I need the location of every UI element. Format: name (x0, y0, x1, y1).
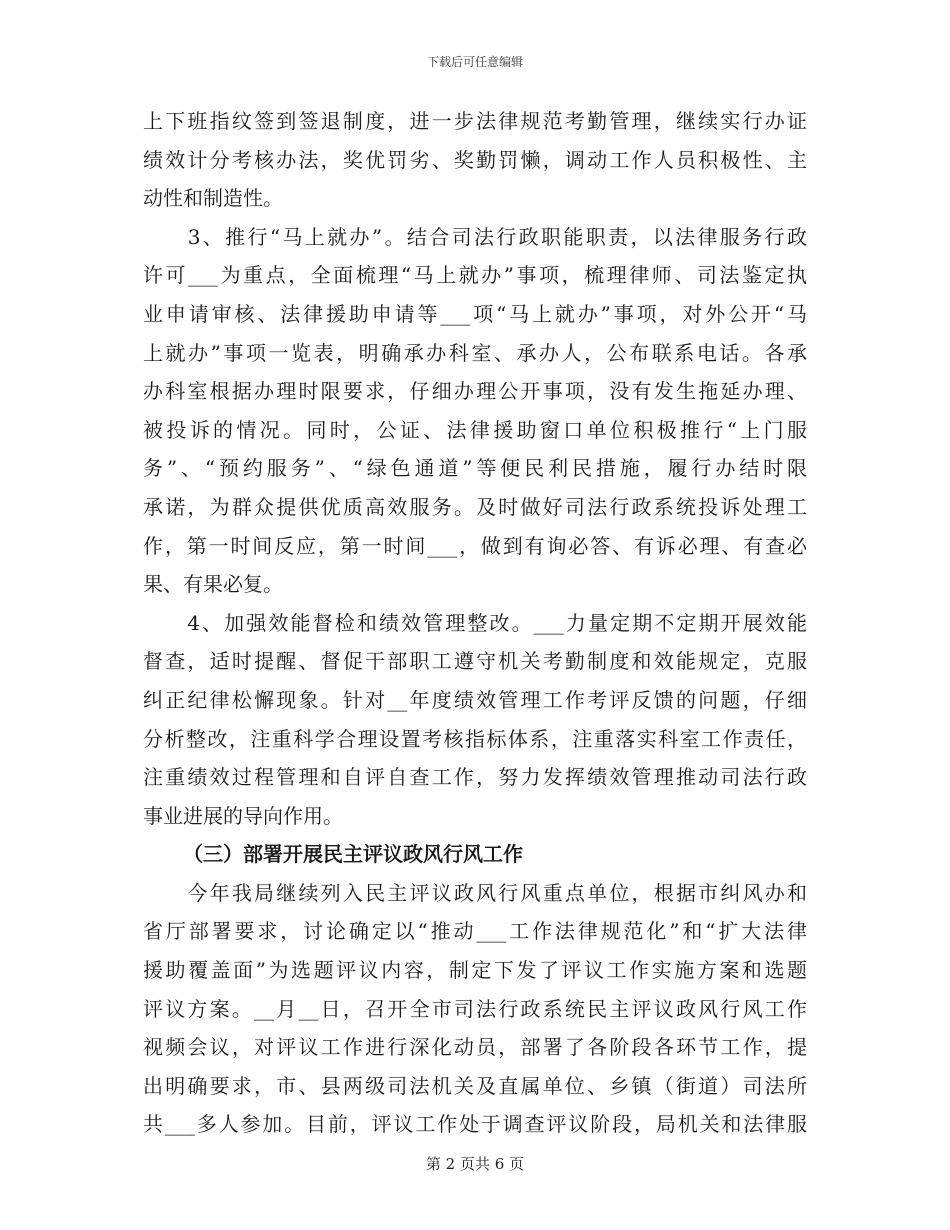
text-line: 3、推行“马上就办”。结合司法行政职能职责，以法律服务行政 (143, 224, 807, 249)
text-line: 绩效计分考核办法，奖优罚劣、奖勤罚懒，调动工作人员积极性、主 (143, 147, 807, 172)
text-line: 被投诉的情况。同时，公证、法律援助窗口单位积极推行“上门服 (143, 417, 807, 442)
text-line: 出明确要求，市、县两级司法机关及直属单位、乡镇（街道）司法所 (143, 1073, 807, 1098)
text-line: 上就办”事项一览表，明确承办科室、承办人，公布联系电话。各承 (143, 340, 807, 365)
text-line: 动性和制造性。 (143, 186, 283, 211)
text-line: 共___多人参加。目前，评议工作处于调查评议阶段，局机关和法律服 (143, 1112, 807, 1137)
text-line: 注重绩效过程管理和自评自查工作，努力发挥绩效管理推动司法行政 (143, 765, 807, 790)
text-line: 援助覆盖面”为选题评议内容，制定下发了评议工作实施方案和选题 (143, 958, 807, 983)
section-heading: （三）部署开展民主评议政风行风工作 (183, 842, 523, 867)
page-number: 第 2 页共 6 页 (425, 1155, 525, 1173)
text-line: 果、有果必复。 (143, 572, 283, 597)
text-line: 纠正纪律松懈现象。针对__年度绩效管理工作考评反馈的问题，仔细 (143, 687, 807, 712)
text-line: 承诺，为群众提供优质高效服务。及时做好司法行政系统投诉处理工 (143, 494, 807, 519)
text-line: 上下班指纹签到签退制度，进一步法律规范考勤管理，继续实行办证 (143, 109, 807, 133)
text-line: 事业进展的导向作用。 (143, 803, 343, 828)
text-line: 业申请审核、法律援助申请等___项“马上就办”事项，对外公开“马 (143, 301, 807, 326)
page-header: 下载后可任意编辑 (426, 55, 523, 69)
text-line: 视频会议，对评议工作进行深化动员，部署了各阶段各环节工作，提 (143, 1035, 807, 1060)
text-line: 省厅部署要求，讨论确定以“推动___工作法律规范化”和“扩大法律 (143, 919, 807, 944)
text-line: 督查，适时提醒、督促干部职工遵守机关考勤制度和效能规定，克服 (143, 649, 807, 674)
text-line: 务”、“预约服务”、“绿色通道”等便民利民措施，履行办结时限 (143, 456, 807, 481)
document-body (143, 102, 807, 1144)
text-line: 许可___为重点，全面梳理“马上就办”事项，梳理律师、司法鉴定执 (143, 263, 807, 288)
text-line: 办科室根据办理时限要求，仔细办理公开事项，没有发生拖延办理、 (143, 379, 807, 404)
text-line: 4、加强效能督检和绩效管理整改。___力量定期不定期开展效能 (143, 610, 807, 635)
text-line: 作，第一时间反应，第一时间___，做到有询必答、有诉必理、有查必 (143, 533, 807, 558)
paragraph (143, 102, 807, 218)
paragraph (143, 604, 807, 836)
text-line: 分析整改，注重科学合理设置考核指标体系，注重落实科室工作责任， (143, 726, 807, 751)
text-line: 今年我局继续列入民主评议政风行风重点单位，根据市纠风办和 (143, 880, 807, 905)
paragraph (143, 874, 807, 1144)
paragraph (143, 218, 807, 604)
text-line: 评议方案。__月__日，召开全市司法行政系统民主评议政风行风工作 (143, 996, 807, 1021)
